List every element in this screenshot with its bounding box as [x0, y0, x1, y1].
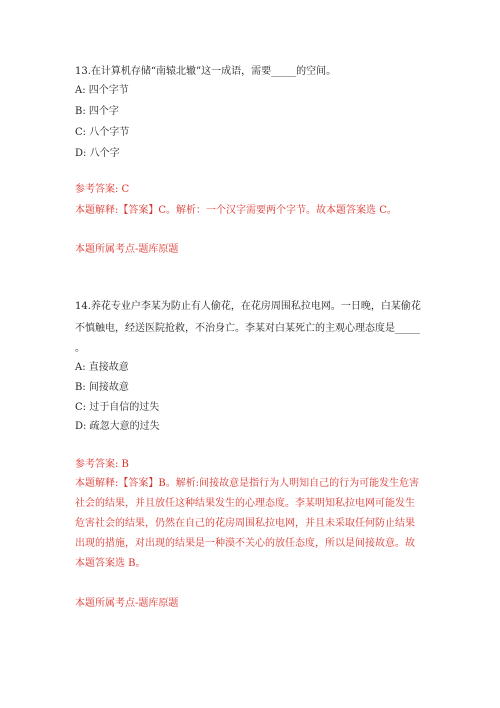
question-13-option-b: B: 四个字 [75, 106, 119, 117]
question-14-stem-line-3: 。 [75, 343, 85, 354]
question-14-explanation-line-3: 危害社会的结果，仍然在自己的花房周围私拉电网，并且未采取任何防止结果 [75, 518, 415, 529]
question-14-explanation-line-4: 出现的措施，对出现的结果是一种漠不关心的放任态度，所以是间接故意。故 [75, 538, 415, 549]
question-14-stem-line-2: 不慎触电，经送医院抢救，不治身亡。李某对白某死亡的主观心理态度是_____ [75, 323, 420, 334]
question-14-option-d: D: 疏忽大意的过失 [75, 421, 160, 432]
question-13-stem: 13.在计算机存储“南辕北辙”这一成语，需要_____的空间。 [75, 66, 337, 77]
question-13-option-c: C: 八个字节 [75, 127, 130, 138]
question-14-option-c: C: 过于自信的过失 [75, 402, 160, 413]
question-14-explanation-line-2: 社会的结果，并且放任这种结果发生的心理态度。李某明知私拉电网可能发生 [75, 498, 415, 509]
question-14-option-a: A: 直接故意 [75, 362, 129, 373]
question-14-source: 本题所属考点-题库原题 [75, 598, 179, 609]
question-13-answer: 参考答案: C [75, 184, 130, 195]
question-13-option-d: D: 八个字 [75, 148, 120, 159]
question-14-answer: 参考答案: B [75, 459, 129, 470]
question-14-option-b: B: 间接故意 [75, 382, 129, 393]
question-14-explanation-line-5: 本题答案选 B。 [75, 558, 146, 569]
question-14-explanation-line-1: 本题解释:【答案】B。解析:间接故意是指行为人明知自己的行为可能发生危害 [75, 478, 420, 489]
question-13-source: 本题所属考点-题库原题 [75, 244, 179, 255]
question-14-stem-line-1: 14.养花专业户李某为防止有人偷花，在花房周围私拉电网。一日晚，白某偷花 [75, 301, 421, 312]
question-13-explanation: 本题解释:【答案】C。解析：一个汉字需要两个字节。故本题答案选 C。 [75, 205, 397, 216]
question-13-option-a: A: 四个字节 [75, 85, 129, 96]
